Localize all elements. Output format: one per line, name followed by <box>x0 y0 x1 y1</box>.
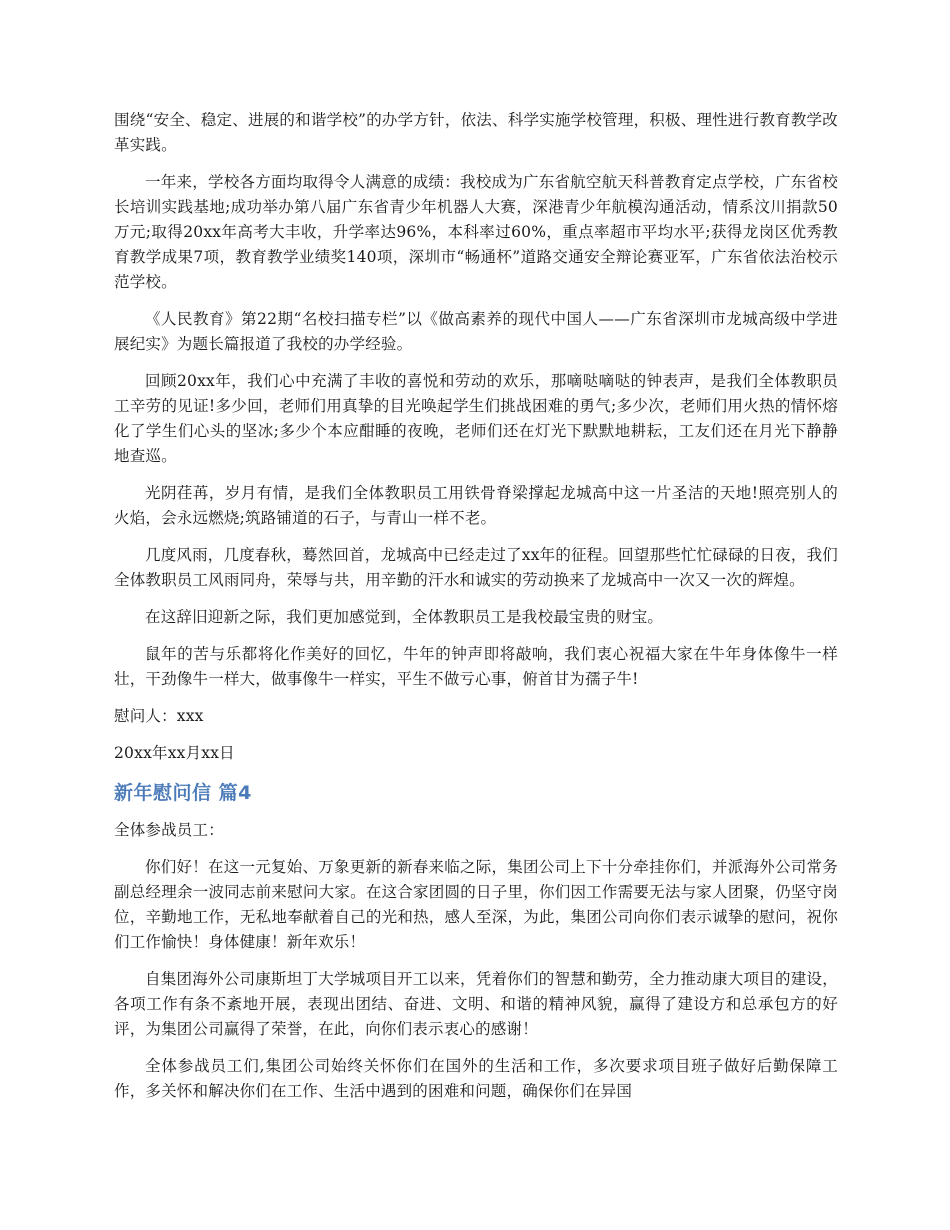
paragraph: 鼠年的苦与乐都将化作美好的回忆，牛年的钟声即将敲响，我们衷心祝福大家在牛年身体像牛一样壮，干劲像牛一样大，做事像牛一样实，平生不做亏心事，俯首甘为孺子牛! <box>114 645 838 688</box>
paragraph: 自集团海外公司康斯坦丁大学城项目开工以来，凭着你们的智慧和勤劳，全力推动康大项目的建设，各项工作有条不紊地开展，表现出团结、奋进、文明、和谐的精神风貌，赢得了建设方和总承包方的好评，为集团公司赢得了荣誉，在此，向你们表示衷心的感谢！ <box>114 970 838 1038</box>
paragraph: 全体参战员工们,集团公司始终关怀你们在国外的生活和工作，多次要求项目班子做好后勤保障工作，多关怀和解决你们在工作、生活中遇到的困难和问题，确保你们在异国 <box>114 1057 838 1100</box>
paragraph: 《人民教育》第22期“名校扫描专栏”以《做高素养的现代中国人——广东省深圳市龙城高级中学进展纪实》为题长篇报道了我校的办学经验。 <box>114 310 838 353</box>
date-line: 20xx年xx月xx日 <box>114 744 235 762</box>
salutation: 全体参战员工： <box>114 821 224 839</box>
sender-line: 慰问人：xxx <box>114 707 204 725</box>
section-heading: 新年慰问信 篇4 <box>114 782 252 804</box>
document-body <box>114 108 838 1116</box>
paragraph: 在这辞旧迎新之际，我们更加感觉到，全体教职员工是我校最宝贵的财宝。 <box>145 608 664 626</box>
paragraph: 你们好！在这一元复始、万象更新的新春来临之际，集团公司上下十分牵挂你们，并派海外公司常务副总经理余一波同志前来慰问大家。在这合家团圆的日子里，你们因工作需要无法与家人团聚，仍坚守岗位，辛勤地工作，无私地奉献着自己的光和热，感人至深，为此，集团公司向你们表示诚挚的慰问，祝你们工作愉快！身体健康！新年欢乐！ <box>114 858 838 951</box>
paragraph: 回顾20xx年，我们心中充满了丰收的喜悦和劳动的欢乐，那嘀哒嘀哒的钟表声，是我们全体教职员工辛劳的见证!多少回，老师们用真挚的目光唤起学生们挑战困难的勇气;多少次，老师们用火热的情怀熔化了学生们心头的坚冰;多少个本应酣睡的夜晚，老师们还在灯光下默默地耕耘，工友们还在月光下静静地查巡。 <box>114 372 838 465</box>
paragraph: 一年来，学校各方面均取得令人满意的成绩：我校成为广东省航空航天科普教育定点学校，广东省校长培训实践基地;成功举办第八届广东省青少年机器人大赛，深港青少年航模沟通活动，情系汶川捐款50万元;取得20xx年高考大丰收，升学率达96%，本科率过60%，重点率超市平均水平;获得龙岗区优秀教育教学成果7项，教育教学业绩奖140项，深圳市“畅通杯”道路交通安全辩论赛亚军，广东省依法治校示范学校。 <box>114 173 838 291</box>
paragraph: 围绕“安全、稳定、进展的和谐学校”的办学方针，依法、科学实施学校管理，积极、理性进行教育教学改革实践。 <box>114 111 838 154</box>
paragraph: 几度风雨，几度春秋，蓦然回首，龙城高中已经走过了xx年的征程。回望那些忙忙碌碌的日夜，我们全体教职员工风雨同舟，荣辱与共，用辛勤的汗水和诚实的劳动换来了龙城高中一次又一次的辉煌。 <box>114 546 838 589</box>
paragraph: 光阴荏苒，岁月有情，是我们全体教职员工用铁骨脊梁撑起龙城高中这一片圣洁的天地!照亮别人的火焰，会永远燃烧;筑路铺道的石子，与青山一样不老。 <box>114 484 838 527</box>
